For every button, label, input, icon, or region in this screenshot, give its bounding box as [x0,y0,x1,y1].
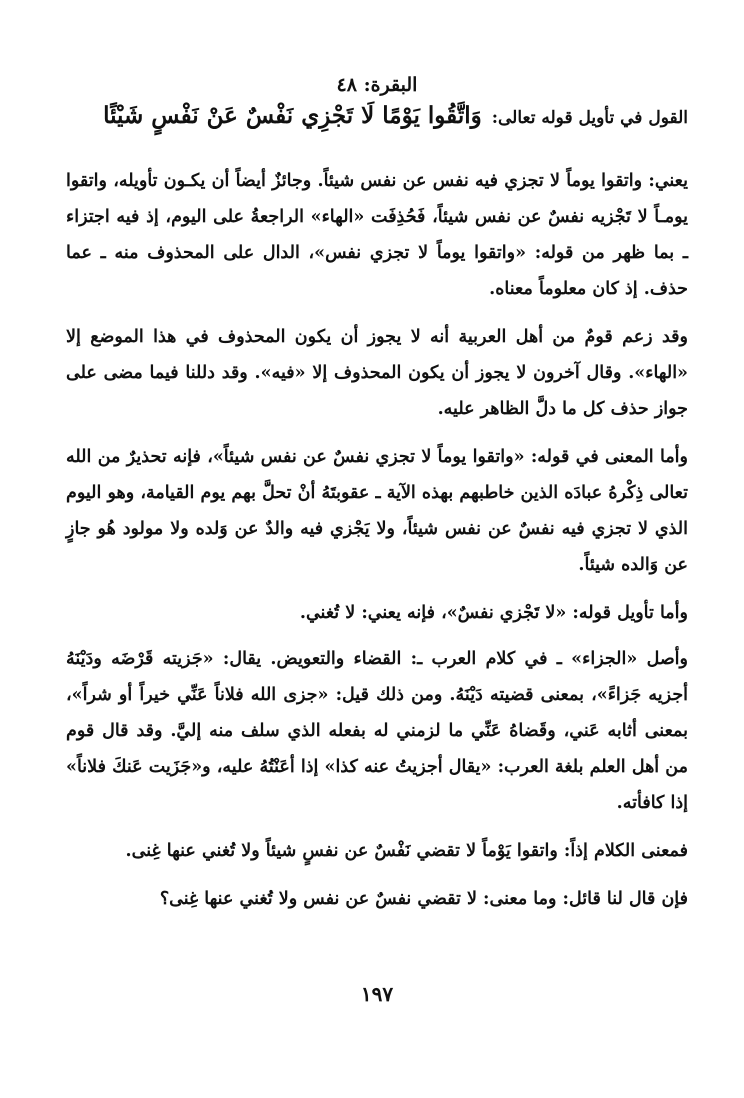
document-page [66,70,688,1070]
paragraph-4: وأما تأويل قوله: «لا تَجْزي نفسٌ»، فإنه يعني: لا تُغني. [299,603,688,623]
paragraph-2: وقد زعم قومٌ من أهل العربية أنه لا يجوز أن يكون المحذوف في هذا الموضع إلا «الهاء». وقال آخرون لا يجوز أن يكون المحذوف إلا «فيه». وقد دللنا فيما مضى على جواز حذف كل ما دلَّ الظاهر عليه. [66,327,688,419]
heading-label: القول في تأويل قوله تعالى: [491,108,688,128]
paragraph-5: وأصل «الجزاء» ـ في كلام العرب ـ: القضاء والتعويض. يقال: «جَزيته قَرْضَه ودَيْنَهُ أجزيه جَزاءً»، بمعنى قضيته دَيْنَهُ. ومن ذلك قيل: «جزى الله فلاناً عَنِّي خيراً أو شراً»، بمعنى أثابه عَني، وقَضاهُ عَنِّي ما لزمني له بفعله الذي سلف منه إليَّ. وقد قال قوم من أهل العلم بلغة العرب: «يقال أجزيتُ عنه كذا» إذا أعَنْتُهُ عليه، و«جَزَيت عَنكَ فلاناً» إذا كافأته. [66,649,688,813]
paragraph-3: وأما المعنى في قوله: «واتقوا يوماً لا تجزي نفسٌ عن نفس شيئاً»، فإنه تحذيرٌ من الله تعالى ذِكْرهُ عبادَه الذين خاطبهم بهذه الآية ـ عقوبتَهُ أنْ تحلَّ بهم يوم القيامة، وهو اليوم الذي لا تجزي فيه نفسٌ عن نفس شيئاً، ولا يَجْزي فيه والدٌ عن وَلده ولا مولود هُو جازٍ عن وَالده شيئاً. [66,447,688,575]
paragraph-6: فمعنى الكلام إذاً: واتقوا يَوْماً لا تقضي نَفْسٌ عن نفسٍ شيئاً ولا تُغني عنها غِنى. [125,841,688,861]
verse-reference: البقرة: ٤٨ [336,74,418,96]
heading-verse: وَاتَّقُوا يَوْمًا لَا تَجْزِي نَفْسٌ عَنْ نَفْسٍ شَيْئًا [103,102,482,129]
body-text [66,163,688,917]
page-number: ١٩٧ [360,982,394,1006]
paragraph-1: يعني: واتقوا يوماً لا تجزي فيه نفس عن نفس شيئاً. وجائزٌ أيضاً أن يكـون تأويله، واتقوا يومـاً لا تَجْزيه نفسٌ عن نفس شيئاً، فَحُذِفَت «الهاء» الراجعةُ على اليوم، إذ فيه اجتزاء ـ بما ظهر من قوله: «واتقوا يوماً لا تجزي نفس»، الدال على المحذوف منه ـ عما حذف. إذ كان معلوماً معناه. [66,171,688,299]
paragraph-7: فإن قال لنا قائل: وما معنى: لا تقضي نفسٌ عن نفس ولا تُغني عنها غِنى؟ [159,889,688,909]
section-heading [66,102,688,129]
